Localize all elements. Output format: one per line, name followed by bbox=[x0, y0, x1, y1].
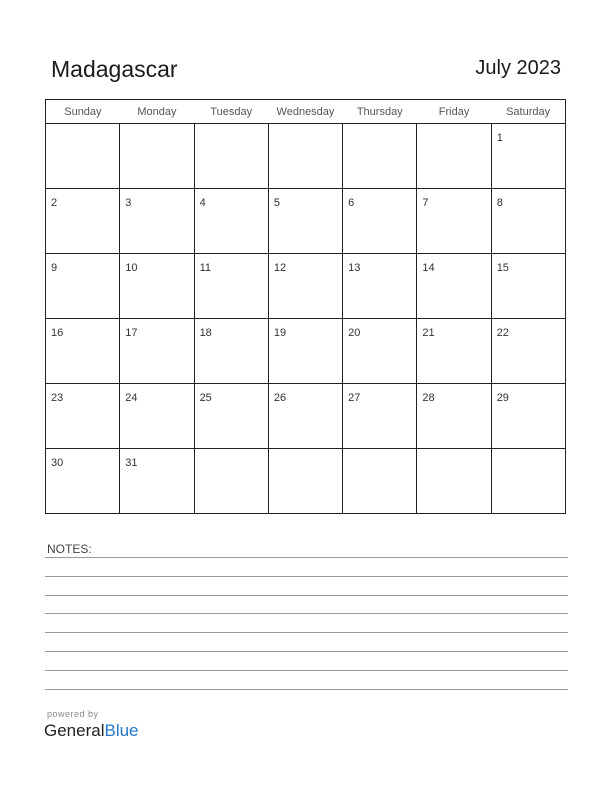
day-number: 1 bbox=[496, 132, 503, 144]
calendar-week-row bbox=[46, 449, 566, 514]
notes-line bbox=[45, 557, 568, 558]
day-number: 5 bbox=[273, 197, 280, 209]
day-number bbox=[343, 124, 416, 132]
calendar-day-cell bbox=[491, 449, 565, 514]
calendar-day-cell bbox=[268, 124, 342, 189]
day-number: 4 bbox=[199, 197, 206, 209]
notes-line bbox=[45, 651, 568, 652]
calendar-day-cell bbox=[417, 319, 491, 384]
powered-by-text: powered by bbox=[47, 709, 99, 719]
calendar-day-cell bbox=[194, 124, 268, 189]
day-number: 31 bbox=[125, 457, 138, 469]
calendar-day-cell bbox=[343, 124, 417, 189]
calendar-day-cell bbox=[46, 124, 120, 189]
day-number bbox=[46, 124, 119, 132]
calendar-day-cell bbox=[417, 254, 491, 319]
calendar-day-cell bbox=[120, 254, 194, 319]
day-number: 14 bbox=[422, 262, 435, 274]
calendar-day-cell bbox=[268, 319, 342, 384]
calendar-country-title: Madagascar bbox=[51, 56, 178, 82]
day-number bbox=[195, 449, 268, 457]
calendar-day-cell bbox=[343, 449, 417, 514]
weekday-tuesday: Tuesday bbox=[194, 100, 268, 124]
day-number: 3 bbox=[125, 197, 132, 209]
day-number bbox=[269, 124, 342, 132]
calendar-day-cell bbox=[46, 449, 120, 514]
calendar-day-cell bbox=[491, 384, 565, 449]
calendar-day-cell bbox=[491, 319, 565, 384]
calendar-day-cell bbox=[343, 254, 417, 319]
day-number: 16 bbox=[51, 327, 64, 339]
day-number: 20 bbox=[348, 327, 361, 339]
calendar-day-cell bbox=[417, 124, 491, 189]
calendar-day-cell bbox=[46, 189, 120, 254]
calendar-day-cell bbox=[120, 319, 194, 384]
day-number: 11 bbox=[199, 262, 211, 274]
day-number: 21 bbox=[422, 327, 435, 339]
weekday-header-row bbox=[46, 100, 566, 124]
day-number: 6 bbox=[348, 197, 355, 209]
day-number: 28 bbox=[422, 392, 435, 404]
weekday-sunday: Sunday bbox=[46, 100, 120, 124]
day-number: 17 bbox=[125, 327, 138, 339]
day-number: 7 bbox=[422, 197, 429, 209]
calendar-day-cell bbox=[268, 384, 342, 449]
day-number: 29 bbox=[496, 392, 509, 404]
calendar-day-cell bbox=[268, 254, 342, 319]
notes-line bbox=[45, 670, 568, 671]
day-number bbox=[492, 449, 565, 457]
day-number: 24 bbox=[125, 392, 138, 404]
notes-line bbox=[45, 576, 568, 577]
brand-general: General bbox=[44, 721, 105, 740]
day-number: 27 bbox=[348, 392, 361, 404]
calendar-week-row bbox=[46, 319, 566, 384]
weekday-saturday: Saturday bbox=[491, 100, 565, 124]
day-number bbox=[269, 449, 342, 457]
day-number bbox=[343, 449, 416, 457]
weekday-monday: Monday bbox=[120, 100, 194, 124]
calendar-week-row bbox=[46, 189, 566, 254]
day-number: 30 bbox=[51, 457, 64, 469]
brand-blue: Blue bbox=[104, 721, 139, 740]
calendar-day-cell bbox=[194, 254, 268, 319]
day-number bbox=[417, 449, 490, 457]
calendar-month-title: July 2023 bbox=[475, 57, 561, 79]
day-number: 23 bbox=[51, 392, 64, 404]
calendar-day-cell bbox=[194, 449, 268, 514]
calendar-day-cell bbox=[46, 384, 120, 449]
notes-line bbox=[45, 632, 568, 633]
calendar-day-cell bbox=[194, 319, 268, 384]
notes-line bbox=[45, 613, 568, 614]
calendar-day-cell bbox=[491, 124, 565, 189]
day-number: 19 bbox=[273, 327, 287, 339]
calendar-day-cell bbox=[46, 319, 120, 384]
calendar-day-cell bbox=[46, 254, 120, 319]
day-number: 22 bbox=[496, 327, 509, 339]
day-number bbox=[417, 124, 490, 132]
day-number bbox=[195, 124, 268, 132]
day-number: 9 bbox=[51, 262, 58, 274]
day-number: 8 bbox=[496, 197, 503, 209]
day-number: 2 bbox=[51, 197, 58, 209]
calendar-day-cell bbox=[343, 189, 417, 254]
generalblue-logo bbox=[44, 721, 139, 741]
day-number bbox=[120, 124, 193, 132]
calendar-week-row bbox=[46, 254, 566, 319]
calendar-day-cell bbox=[194, 384, 268, 449]
day-number: 18 bbox=[199, 327, 212, 339]
calendar-day-cell bbox=[343, 319, 417, 384]
calendar-day-cell bbox=[120, 189, 194, 254]
calendar-day-cell bbox=[268, 189, 342, 254]
weekday-wednesday: Wednesday bbox=[268, 100, 342, 124]
weekday-thursday: Thursday bbox=[343, 100, 417, 124]
notes-line bbox=[45, 689, 568, 690]
calendar-day-cell bbox=[417, 384, 491, 449]
day-number: 13 bbox=[348, 262, 361, 274]
calendar-week-row bbox=[46, 124, 566, 189]
day-number: 26 bbox=[273, 392, 287, 404]
notes-label: NOTES: bbox=[47, 542, 92, 556]
day-number: 10 bbox=[125, 262, 138, 274]
calendar-day-cell bbox=[120, 124, 194, 189]
calendar-day-cell bbox=[120, 384, 194, 449]
calendar-day-cell bbox=[120, 449, 194, 514]
calendar-day-cell bbox=[417, 449, 491, 514]
day-number: 15 bbox=[496, 262, 509, 274]
notes-line bbox=[45, 595, 568, 596]
calendar-day-cell bbox=[491, 254, 565, 319]
calendar-day-cell bbox=[417, 189, 491, 254]
calendar-day-cell bbox=[194, 189, 268, 254]
day-number: 12 bbox=[273, 262, 287, 274]
calendar-day-cell bbox=[268, 449, 342, 514]
weekday-friday: Friday bbox=[417, 100, 491, 124]
calendar-day-cell bbox=[491, 189, 565, 254]
day-number: 25 bbox=[199, 392, 212, 404]
calendar-day-cell bbox=[343, 384, 417, 449]
calendar-grid bbox=[45, 99, 566, 514]
calendar-week-row bbox=[46, 384, 566, 449]
